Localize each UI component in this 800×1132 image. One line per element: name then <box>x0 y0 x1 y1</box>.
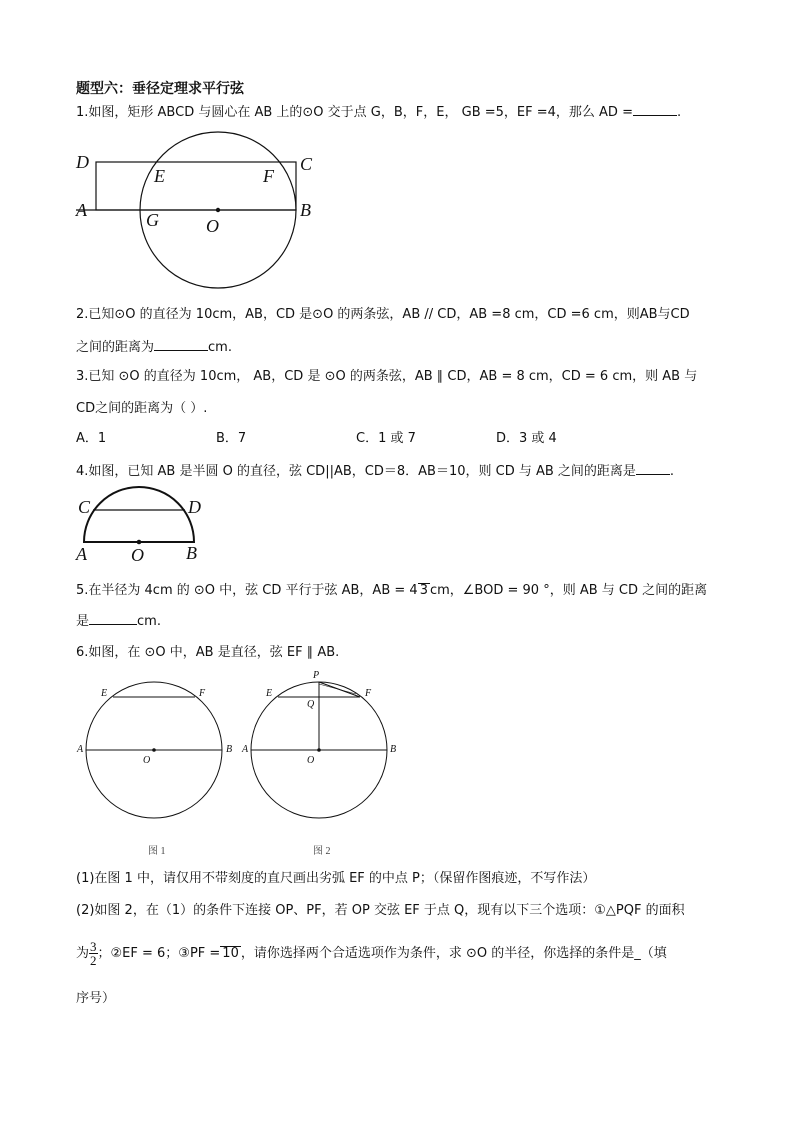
question-5-stem-cont: cm，∠BOD = 90 °，则 AB 与 CD 之间的距离 <box>429 583 708 598</box>
figure-2-label-f: F <box>365 688 372 699</box>
question-4-stem: 4.如图，已知 AB 是半圆 O 的直径，弦 CD||AB，CD＝8．AB＝10，则 CD 与 AB 之间的距离是 <box>76 464 636 479</box>
figure-2-label-e: E <box>266 688 273 699</box>
figure-1-label-f: F <box>199 688 206 699</box>
figure-1-caption: 图 1 <box>148 846 166 857</box>
question-6-part-2-line-3: 序号） <box>76 991 116 1006</box>
figure-1-label-b: B <box>226 744 233 755</box>
question-6-part-2-prefix: 为 <box>76 946 90 961</box>
question-6-part-2-line-1: (2)如图 2，在（1）的条件下连接 OP、PF，若 OP 交弦 EF 于点 Q，现有以下三个选项：①△PQF 的面积 <box>76 903 685 918</box>
sqrt-value: 10 <box>222 946 239 961</box>
question-2-line-1: 2.已知⊙O 的直径为 10cm，AB，CD 是⊙O 的两条弦，AB // CD，AB =8 cm，CD =6 cm，则AB与CD <box>76 307 690 322</box>
semicircle-label-c: C <box>78 497 91 517</box>
point-label-d: D <box>76 152 89 172</box>
question-5-prefix: 是 <box>76 614 90 629</box>
option-b[interactable]: B．7 <box>216 431 247 446</box>
point-label-f: F <box>263 166 274 186</box>
question-2-unit: cm. <box>208 340 232 355</box>
semicircle-label-o: O <box>131 545 144 565</box>
semicircle-label-d: D <box>188 497 201 517</box>
question-6-part-2-line-2 <box>76 940 667 967</box>
question-2-stem: 之间的距离为 <box>76 340 155 355</box>
question-1-stem: 1.如图，矩形 ABCD 与圆心在 AB 上的⊙O 交于点 G，B，F，E， GB =5，EF =4，那么 AD = <box>76 105 633 120</box>
figure-1-label-o: O <box>143 755 151 766</box>
figure-1-label-a: A <box>77 744 84 755</box>
question-6-text: 6.如图，在 ⊙O 中，AB 是直径，弦 EF ∥ AB. <box>76 645 340 660</box>
option-a[interactable]: A．1 <box>76 431 107 446</box>
question-6-part-2-end: ，请你选择两个合适选项作为条件，求 ⊙O 的半径，你选择的条件是_（填 <box>240 946 667 961</box>
figure-2-label-o: O <box>307 755 315 766</box>
point-label-o: O <box>206 216 219 236</box>
question-5-stem: 5.在半径为 4cm 的 ⊙O 中，弦 CD 平行于弦 AB，AB = 4 <box>76 583 418 598</box>
question-6-part-1: (1)在图 1 中，请仅用不带刻度的直尺画出劣弧 EF 的中点 P；（保留作图痕迹，不写作法） <box>76 871 596 886</box>
point-label-g: G <box>146 210 159 230</box>
option-c[interactable]: C．1 或 7 <box>356 431 416 446</box>
sqrt-value: 3 <box>419 583 428 598</box>
figure-2-label-p: P <box>313 670 320 681</box>
point-label-c: C <box>300 154 313 174</box>
question-6-part-2-mid: ；②EF = 6；③PF = <box>97 946 221 961</box>
fraction <box>89 940 98 967</box>
section-title: 题型六：垂径定理求平行弦 <box>76 81 244 97</box>
option-d[interactable]: D．3 或 4 <box>496 431 557 446</box>
question-3-line-2: CD之间的距离为（ ）. <box>76 401 208 416</box>
semicircle-label-a: A <box>76 544 87 564</box>
fraction-denominator: 2 <box>90 953 97 968</box>
figure-2-caption: 图 2 <box>313 846 331 857</box>
figure-2-label-b: B <box>390 744 397 755</box>
question-4-end: . <box>669 464 675 479</box>
question-1-end: . <box>676 105 682 120</box>
figure-1-label-e: E <box>101 688 108 699</box>
question-5-unit: cm. <box>137 614 161 629</box>
figure-2-label-a: A <box>242 744 249 755</box>
figure-2-label-q: Q <box>307 699 315 710</box>
fraction-numerator: 3 <box>90 939 97 954</box>
semicircle-label-b: B <box>186 543 197 563</box>
point-label-e: E <box>154 166 165 186</box>
point-label-b: B <box>300 200 311 220</box>
question-3-line-1: 3.已知 ⊙O 的直径为 10cm， AB，CD 是 ⊙O 的两条弦，AB ∥ CD，AB = 8 cm，CD = 6 cm，则 AB 与 <box>76 369 698 384</box>
point-label-a: A <box>76 200 87 220</box>
